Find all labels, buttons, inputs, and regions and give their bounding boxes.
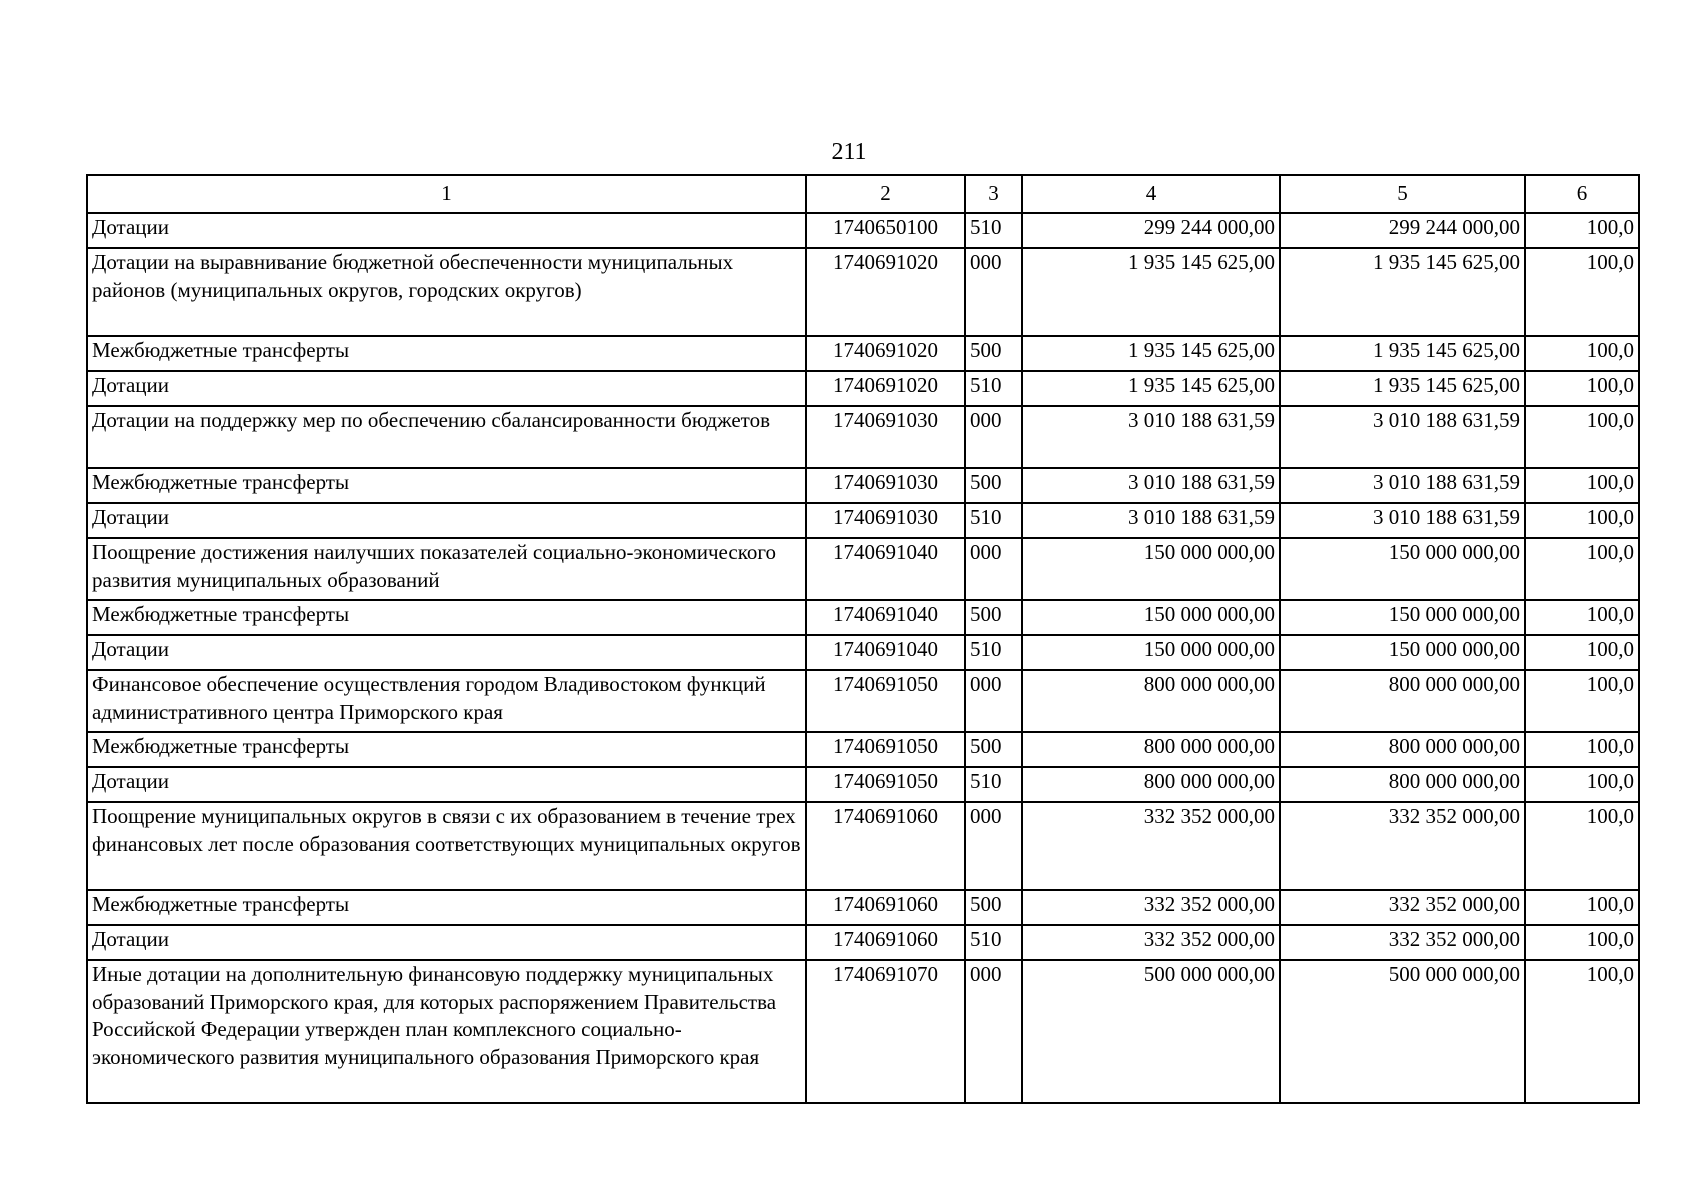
row-vr-cell: 000 (965, 670, 1022, 732)
budget-table (86, 174, 1640, 1104)
row-vr-cell: 510 (965, 213, 1022, 248)
header-cell-6: 6 (1525, 175, 1639, 213)
row-amount-executed-cell: 3 010 188 631,59 (1280, 503, 1525, 538)
row-vr-cell: 500 (965, 732, 1022, 767)
table-row (87, 213, 1639, 248)
row-percent-cell: 100,0 (1525, 890, 1639, 925)
row-amount-planned-cell: 299 244 000,00 (1022, 213, 1280, 248)
row-percent-cell: 100,0 (1525, 406, 1639, 468)
row-amount-executed-cell: 150 000 000,00 (1280, 600, 1525, 635)
row-amount-executed-cell: 332 352 000,00 (1280, 925, 1525, 960)
row-amount-planned-cell: 332 352 000,00 (1022, 890, 1280, 925)
table-row (87, 468, 1639, 503)
row-name-cell: Дотации (87, 503, 806, 538)
row-vr-cell: 510 (965, 767, 1022, 802)
row-amount-executed-cell: 800 000 000,00 (1280, 670, 1525, 732)
row-percent-cell: 100,0 (1525, 732, 1639, 767)
row-name-cell: Дотации на поддержку мер по обеспечению сбалансированности бюджетов (87, 406, 806, 468)
table-row (87, 248, 1639, 336)
row-code-cell: 1740691030 (806, 406, 965, 468)
row-amount-planned-cell: 1 935 145 625,00 (1022, 371, 1280, 406)
row-percent-cell: 100,0 (1525, 925, 1639, 960)
row-amount-executed-cell: 150 000 000,00 (1280, 538, 1525, 600)
row-name-cell: Межбюджетные трансферты (87, 890, 806, 925)
row-amount-planned-cell: 3 010 188 631,59 (1022, 468, 1280, 503)
row-name-cell: Дотации (87, 925, 806, 960)
row-name-cell: Поощрение муниципальных округов в связи с их образованием в течение трех финансовых лет после образования соответствующих муниципальных округов (87, 802, 806, 890)
row-vr-cell: 500 (965, 890, 1022, 925)
row-name-cell: Дотации (87, 371, 806, 406)
row-name-cell: Межбюджетные трансферты (87, 336, 806, 371)
row-vr-cell: 000 (965, 960, 1022, 1103)
table-row (87, 336, 1639, 371)
header-cell-3: 3 (965, 175, 1022, 213)
table-row (87, 767, 1639, 802)
table-row (87, 960, 1639, 1103)
row-code-cell: 1740691070 (806, 960, 965, 1103)
header-row (87, 175, 1639, 213)
table-row (87, 371, 1639, 406)
row-percent-cell: 100,0 (1525, 538, 1639, 600)
row-vr-cell: 000 (965, 802, 1022, 890)
header-cell-1: 1 (87, 175, 806, 213)
row-code-cell: 1740691050 (806, 732, 965, 767)
row-code-cell: 1740691060 (806, 802, 965, 890)
row-percent-cell: 100,0 (1525, 213, 1639, 248)
table-header (87, 175, 1639, 213)
row-percent-cell: 100,0 (1525, 670, 1639, 732)
row-code-cell: 1740691040 (806, 538, 965, 600)
row-amount-planned-cell: 332 352 000,00 (1022, 802, 1280, 890)
row-amount-planned-cell: 800 000 000,00 (1022, 670, 1280, 732)
row-amount-planned-cell: 800 000 000,00 (1022, 732, 1280, 767)
row-name-cell: Поощрение достижения наилучших показателей социально-экономического развития муниципальных образований (87, 538, 806, 600)
row-amount-executed-cell: 1 935 145 625,00 (1280, 336, 1525, 371)
row-percent-cell: 100,0 (1525, 336, 1639, 371)
page-number: 211 (831, 139, 867, 165)
row-code-cell: 1740691050 (806, 670, 965, 732)
row-code-cell: 1740691020 (806, 336, 965, 371)
row-code-cell: 1740691020 (806, 371, 965, 406)
row-name-cell: Иные дотации на дополнительную финансовую поддержку муниципальных образований Приморского края, для которых распоряжением Правительства Российской Федерации утвержден план комплексного социально-экономического развития муниципального образования Приморского края (87, 960, 806, 1103)
row-amount-executed-cell: 1 935 145 625,00 (1280, 248, 1525, 336)
row-amount-executed-cell: 150 000 000,00 (1280, 635, 1525, 670)
table-row (87, 802, 1639, 890)
row-code-cell: 1740691030 (806, 468, 965, 503)
row-code-cell: 1740691030 (806, 503, 965, 538)
row-percent-cell: 100,0 (1525, 635, 1639, 670)
row-amount-planned-cell: 332 352 000,00 (1022, 925, 1280, 960)
row-amount-executed-cell: 500 000 000,00 (1280, 960, 1525, 1103)
row-name-cell: Межбюджетные трансферты (87, 732, 806, 767)
row-amount-planned-cell: 150 000 000,00 (1022, 538, 1280, 600)
row-name-cell: Финансовое обеспечение осуществления городом Владивостоком функций административного центра Приморского края (87, 670, 806, 732)
row-name-cell: Межбюджетные трансферты (87, 600, 806, 635)
header-cell-5: 5 (1280, 175, 1525, 213)
table-row (87, 406, 1639, 468)
row-percent-cell: 100,0 (1525, 767, 1639, 802)
row-percent-cell: 100,0 (1525, 468, 1639, 503)
row-name-cell: Межбюджетные трансферты (87, 468, 806, 503)
row-vr-cell: 510 (965, 635, 1022, 670)
row-percent-cell: 100,0 (1525, 600, 1639, 635)
table-row (87, 635, 1639, 670)
table-row (87, 925, 1639, 960)
row-code-cell: 1740691040 (806, 635, 965, 670)
row-amount-executed-cell: 332 352 000,00 (1280, 890, 1525, 925)
row-vr-cell: 510 (965, 925, 1022, 960)
table-row (87, 732, 1639, 767)
row-vr-cell: 000 (965, 248, 1022, 336)
row-code-cell: 1740691060 (806, 925, 965, 960)
table-row (87, 600, 1639, 635)
row-percent-cell: 100,0 (1525, 960, 1639, 1103)
row-amount-planned-cell: 1 935 145 625,00 (1022, 248, 1280, 336)
table-row (87, 890, 1639, 925)
row-code-cell: 1740691040 (806, 600, 965, 635)
row-percent-cell: 100,0 (1525, 802, 1639, 890)
row-vr-cell: 500 (965, 600, 1022, 635)
row-code-cell: 1740691060 (806, 890, 965, 925)
row-amount-executed-cell: 332 352 000,00 (1280, 802, 1525, 890)
table-row (87, 538, 1639, 600)
row-amount-planned-cell: 800 000 000,00 (1022, 767, 1280, 802)
row-amount-executed-cell: 1 935 145 625,00 (1280, 371, 1525, 406)
row-code-cell: 1740650100 (806, 213, 965, 248)
row-vr-cell: 510 (965, 503, 1022, 538)
row-name-cell: Дотации (87, 213, 806, 248)
table-row (87, 503, 1639, 538)
row-amount-executed-cell: 3 010 188 631,59 (1280, 406, 1525, 468)
row-name-cell: Дотации (87, 767, 806, 802)
row-code-cell: 1740691020 (806, 248, 965, 336)
row-vr-cell: 000 (965, 538, 1022, 600)
row-vr-cell: 000 (965, 406, 1022, 468)
row-vr-cell: 500 (965, 468, 1022, 503)
header-cell-2: 2 (806, 175, 965, 213)
row-amount-executed-cell: 800 000 000,00 (1280, 767, 1525, 802)
row-amount-planned-cell: 150 000 000,00 (1022, 635, 1280, 670)
row-amount-planned-cell: 1 935 145 625,00 (1022, 336, 1280, 371)
row-amount-planned-cell: 3 010 188 631,59 (1022, 406, 1280, 468)
row-amount-planned-cell: 500 000 000,00 (1022, 960, 1280, 1103)
row-amount-planned-cell: 150 000 000,00 (1022, 600, 1280, 635)
row-name-cell: Дотации на выравнивание бюджетной обеспеченности муниципальных районов (муниципальных округов, городских округов) (87, 248, 806, 336)
row-percent-cell: 100,0 (1525, 371, 1639, 406)
row-amount-executed-cell: 800 000 000,00 (1280, 732, 1525, 767)
row-vr-cell: 510 (965, 371, 1022, 406)
row-amount-executed-cell: 299 244 000,00 (1280, 213, 1525, 248)
row-percent-cell: 100,0 (1525, 248, 1639, 336)
row-name-cell: Дотации (87, 635, 806, 670)
header-cell-4: 4 (1022, 175, 1280, 213)
row-amount-executed-cell: 3 010 188 631,59 (1280, 468, 1525, 503)
table-row (87, 670, 1639, 732)
row-vr-cell: 500 (965, 336, 1022, 371)
row-code-cell: 1740691050 (806, 767, 965, 802)
row-percent-cell: 100,0 (1525, 503, 1639, 538)
table-body (87, 213, 1639, 1103)
row-amount-planned-cell: 3 010 188 631,59 (1022, 503, 1280, 538)
